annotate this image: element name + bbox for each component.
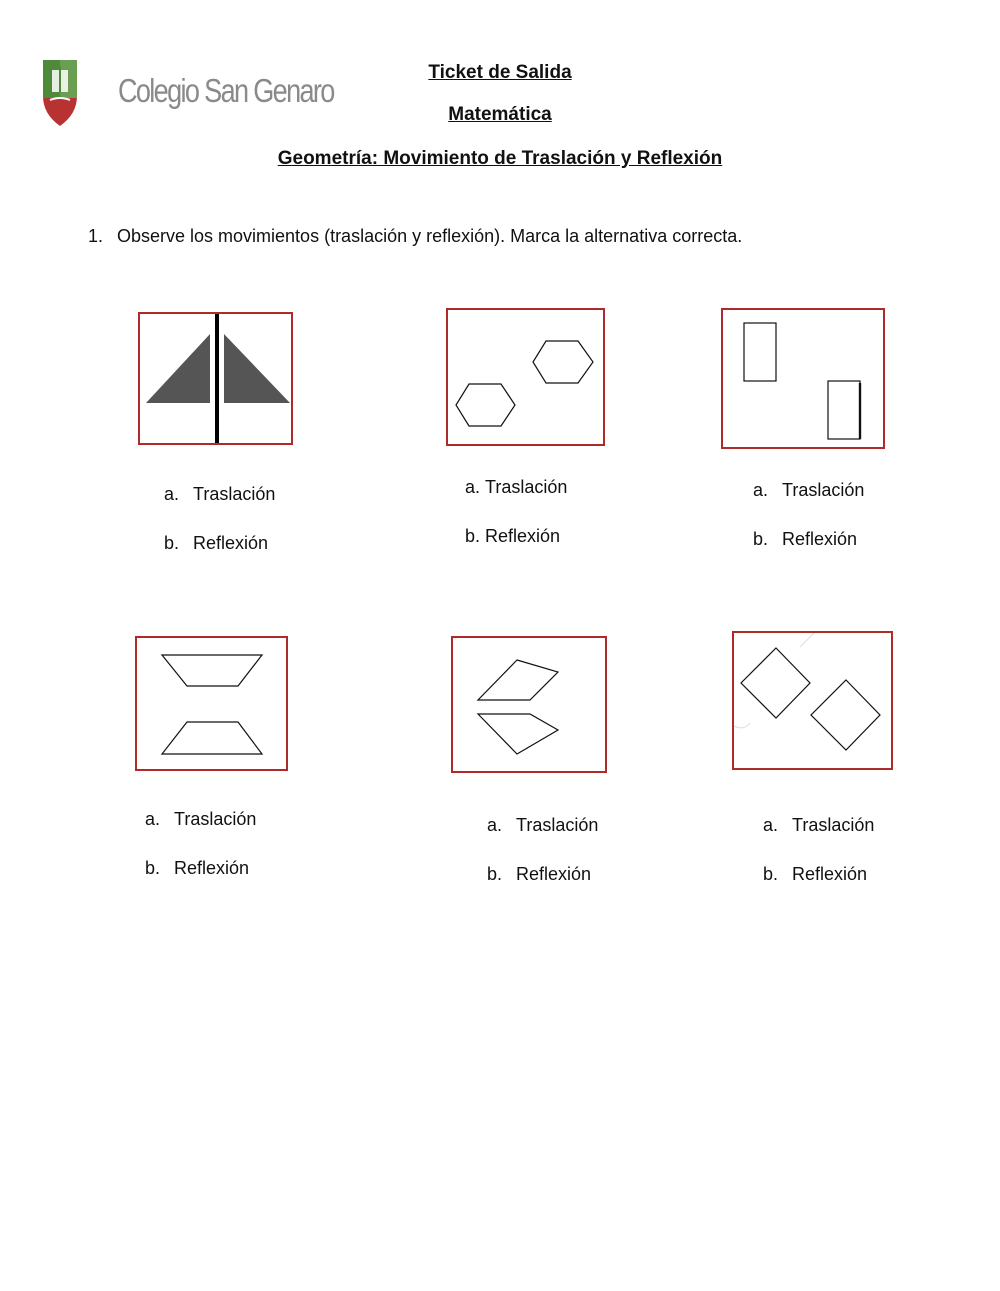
mirrored-parallelograms-icon [453, 638, 605, 771]
option-label: Reflexión [792, 864, 868, 884]
figure-2-option-b[interactable] [465, 526, 560, 547]
option-label: Traslación [174, 809, 257, 829]
option-label: Traslación [792, 815, 875, 835]
figure-2-frame [446, 308, 605, 446]
option-label: Reflexión [193, 533, 269, 553]
option-letter: a. [763, 815, 779, 835]
question-1 [88, 226, 742, 247]
figure-1-option-a[interactable] [164, 484, 275, 505]
option-letter: a. [164, 484, 180, 504]
option-letter: b. [753, 529, 769, 549]
option-label: Traslación [782, 480, 865, 500]
figure-2-option-a[interactable] [465, 477, 567, 498]
option-letter: b. [487, 864, 503, 884]
option-label: Traslación [485, 477, 568, 497]
topic-title: Geometría: Movimiento de Traslación y Reflexión [277, 148, 723, 169]
shifted-hexagons-icon [448, 310, 603, 444]
figure-4-option-a[interactable] [145, 809, 256, 830]
figure-5-option-a[interactable] [487, 815, 598, 836]
option-label: Reflexión [174, 858, 250, 878]
option-letter: a. [753, 480, 769, 500]
figure-6-option-a[interactable] [763, 815, 874, 836]
option-letter: a. [487, 815, 503, 835]
option-label: Reflexión [516, 864, 592, 884]
figure-3-option-b[interactable] [753, 529, 857, 550]
figure-3-option-a[interactable] [753, 480, 864, 501]
figure-5-option-b[interactable] [487, 864, 591, 885]
option-letter: b. [763, 864, 779, 884]
option-letter: a. [465, 477, 481, 497]
option-label: Traslación [193, 484, 276, 504]
option-label: Traslación [516, 815, 599, 835]
option-letter: b. [164, 533, 180, 553]
shifted-rectangles-icon [723, 310, 883, 447]
option-label: Reflexión [485, 526, 561, 546]
figure-4-frame [135, 636, 288, 771]
figure-6-option-b[interactable] [763, 864, 867, 885]
page-title: Ticket de Salida [428, 62, 572, 83]
figure-4-option-b[interactable] [145, 858, 249, 879]
figure-3-frame [721, 308, 885, 449]
school-name: Colegio San Genaro [118, 72, 334, 109]
option-letter: a. [145, 809, 161, 829]
figure-1-option-b[interactable] [164, 533, 268, 554]
option-label: Reflexión [782, 529, 858, 549]
figure-5-frame [451, 636, 607, 773]
figure-1-frame [138, 312, 293, 445]
option-letter: b. [145, 858, 161, 878]
question-text: Observe los movimientos (traslación y reflexión). Marca la alternativa correcta. [117, 226, 743, 246]
question-number: 1. [88, 226, 104, 246]
mirrored-trapezoids-icon [137, 638, 286, 769]
figure-6-frame [732, 631, 893, 770]
subject-title: Matemática [448, 104, 552, 125]
mirrored-triangles-icon [140, 314, 291, 443]
option-letter: b. [465, 526, 481, 546]
shifted-rhombi-icon [734, 633, 891, 768]
